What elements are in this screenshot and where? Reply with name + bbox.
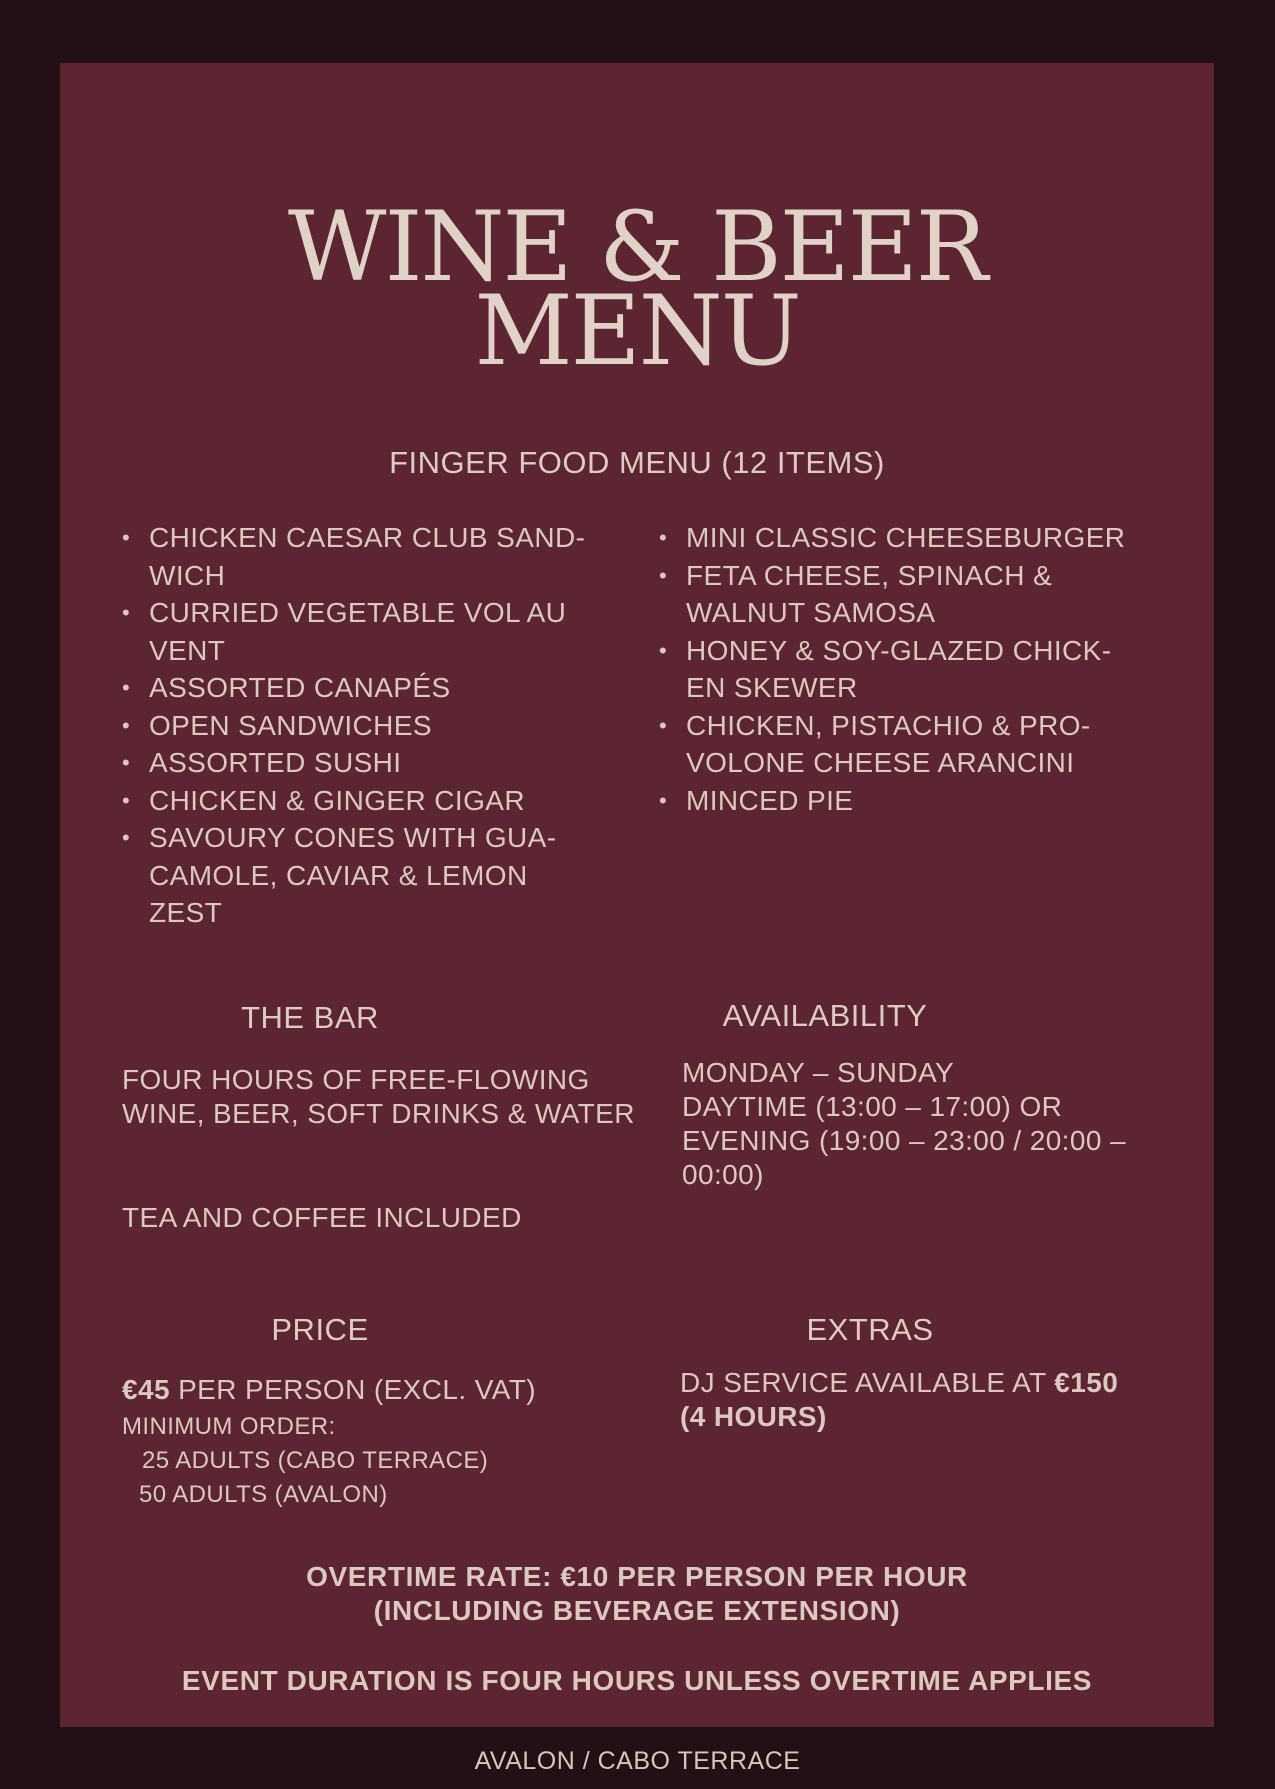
price-per-person: PER PERSON (EXCL. VAT)	[169, 1374, 536, 1405]
minimum-order-avalon: 50 ADULTS (AVALON)	[139, 1481, 388, 1508]
extras-text	[680, 1366, 1180, 1434]
menu-item: • MINI CLASSIC CHEESEBURGER	[659, 519, 1159, 557]
menu-item: • FETA CHEESE, SPINACH & WALNUT SAMOSA	[659, 557, 1159, 632]
menu-item: • CHICKEN, PISTACHIO & PRO- VOLONE CHEESE ARANCINI	[659, 707, 1159, 782]
availability-evening: EVENING (19:00 – 23:00 / 20:00 –	[682, 1125, 1126, 1156]
minimum-order-cabo: 25 ADULTS (CABO TERRACE)	[142, 1447, 489, 1474]
finger-food-list-right	[659, 519, 1159, 819]
price-heading: PRICE	[271, 1312, 369, 1347]
extras-heading: EXTRAS	[806, 1312, 934, 1347]
minimum-order	[122, 1410, 642, 1512]
overtime-rate	[60, 1560, 1214, 1628]
bar-heading: THE BAR	[241, 1000, 379, 1035]
bar-description: FOUR HOURS OF FREE-FLOWING WINE, BEER, SOFT DRINKS & WATER	[122, 1064, 635, 1129]
minimum-order-label: MINIMUM ORDER:	[122, 1413, 336, 1440]
menu-item: • ASSORTED CANAPÉS	[122, 669, 602, 707]
price-amount: €45	[122, 1374, 170, 1405]
menu-item: • SAVOURY CONES WITH GUA- CAMOLE, CAVIAR & LEMON ZEST	[122, 819, 602, 932]
menu-item: • CHICKEN CAESAR CLUB SAND- WICH	[122, 519, 602, 594]
price-line	[122, 1373, 642, 1407]
availability-heading: AVAILABILITY	[722, 998, 928, 1033]
extras-dj-text: DJ SERVICE AVAILABLE AT	[680, 1367, 1055, 1398]
menu-item: • OPEN SANDWICHES	[122, 707, 602, 745]
title-line-2: MENU	[474, 275, 800, 387]
overtime-rate-line2: (INCLUDING BEVERAGE EXTENSION)	[373, 1595, 901, 1626]
availability-days: MONDAY – SUNDAY	[682, 1057, 955, 1088]
overtime-rate-line1: OVERTIME RATE: €10 PER PERSON PER HOUR	[306, 1561, 968, 1592]
extras-dj-hours: (4 HOURS)	[680, 1401, 827, 1432]
availability-evening-end: 00:00)	[682, 1159, 764, 1190]
menu-panel	[60, 63, 1214, 1727]
event-duration-note: EVENT DURATION IS FOUR HOURS UNLESS OVERTIME APPLIES	[181, 1665, 1093, 1696]
availability-text	[682, 1056, 1182, 1192]
finger-food-heading: FINGER FOOD MENU (12 ITEMS)	[389, 445, 885, 480]
availability-daytime: DAYTIME (13:00 – 17:00) OR	[682, 1091, 1063, 1122]
footer-venues: AVALON / CABO TERRACE	[474, 1747, 801, 1775]
extras-dj-price: €150	[1054, 1367, 1119, 1398]
bar-tea-coffee: TEA AND COFFEE INCLUDED	[122, 1202, 522, 1233]
menu-item: • ASSORTED SUSHI	[122, 744, 602, 782]
menu-item: • MINCED PIE	[659, 782, 1159, 820]
menu-item: • CURRIED VEGETABLE VOL AU VENT	[122, 594, 602, 669]
title-line-1: WINE & BEER	[287, 191, 987, 303]
menu-item: • CHICKEN & GINGER CIGAR	[122, 782, 602, 820]
finger-food-list-left	[122, 519, 602, 932]
menu-item: • HONEY & SOY-GLAZED CHICK- EN SKEWER	[659, 632, 1159, 707]
